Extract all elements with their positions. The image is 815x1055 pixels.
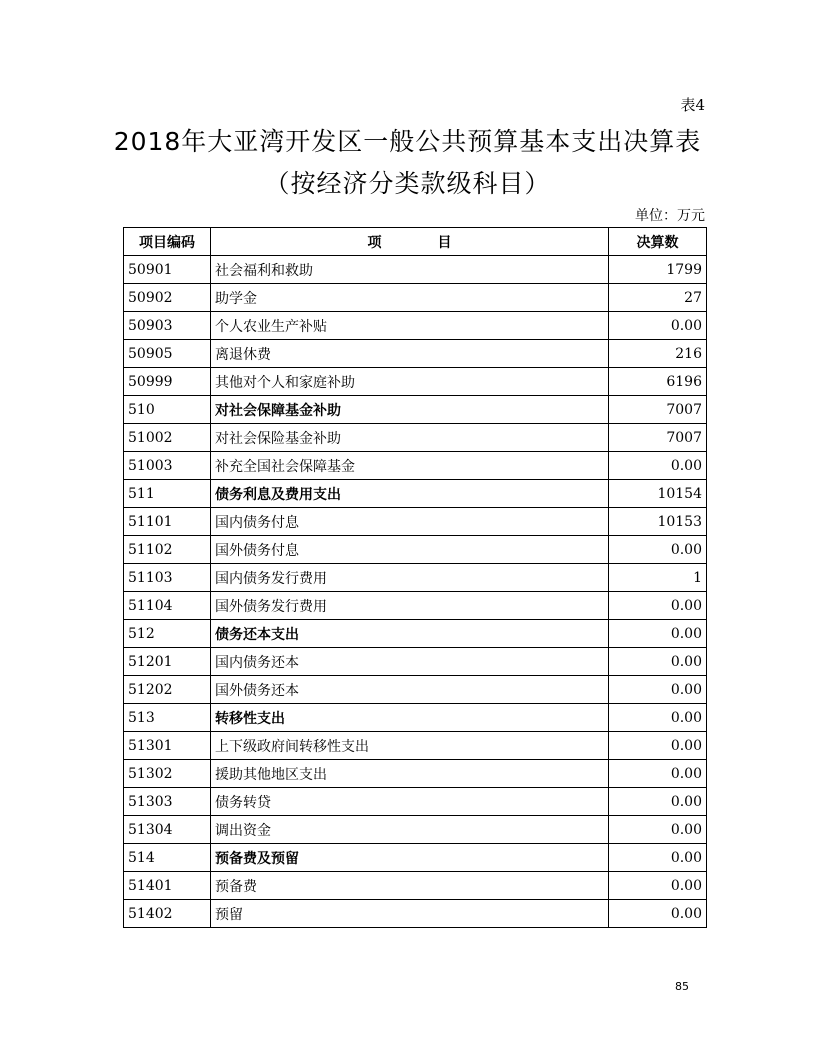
cell-amount: 10154 <box>609 480 707 508</box>
cell-name: 债务还本支出 <box>211 620 609 648</box>
table-row <box>124 396 707 424</box>
cell-amount: 0.00 <box>609 872 707 900</box>
cell-amount: 0.00 <box>609 900 707 928</box>
cell-name: 上下级政府间转移性支出 <box>211 732 609 760</box>
cell-name: 债务转贷 <box>211 788 609 816</box>
page-title: 2018年大亚湾开发区一般公共预算基本支出决算表 <box>113 127 702 156</box>
cell-name: 国内债务付息 <box>211 508 609 536</box>
cell-name: 补充全国社会保障基金 <box>211 452 609 480</box>
cell-name: 援助其他地区支出 <box>211 760 609 788</box>
unit-label: 单位：万元 <box>635 208 705 224</box>
cell-code: 511 <box>124 480 211 508</box>
cell-code: 51202 <box>124 676 211 704</box>
cell-code: 51304 <box>124 816 211 844</box>
cell-amount: 0.00 <box>609 620 707 648</box>
cell-name: 对社会保险基金补助 <box>211 424 609 452</box>
cell-amount: 0.00 <box>609 676 707 704</box>
cell-name: 调出资金 <box>211 816 609 844</box>
table-row <box>124 844 707 872</box>
cell-amount: 0.00 <box>609 732 707 760</box>
header-code: 项目编码 <box>124 228 211 256</box>
cell-amount: 27 <box>609 284 707 312</box>
cell-code: 50901 <box>124 256 211 284</box>
cell-code: 51002 <box>124 424 211 452</box>
table-row <box>124 760 707 788</box>
cell-name: 国外债务发行费用 <box>211 592 609 620</box>
cell-amount: 1799 <box>609 256 707 284</box>
cell-code: 51302 <box>124 760 211 788</box>
table-row <box>124 284 707 312</box>
cell-amount: 0.00 <box>609 844 707 872</box>
table-row <box>124 536 707 564</box>
table-row <box>124 480 707 508</box>
cell-amount: 7007 <box>609 396 707 424</box>
cell-code: 51201 <box>124 648 211 676</box>
cell-name: 国外债务付息 <box>211 536 609 564</box>
cell-code: 50903 <box>124 312 211 340</box>
cell-amount: 0.00 <box>609 760 707 788</box>
cell-amount: 0.00 <box>609 704 707 732</box>
cell-name: 国内债务发行费用 <box>211 564 609 592</box>
budget-table <box>123 227 707 928</box>
cell-code: 51102 <box>124 536 211 564</box>
table-row <box>124 424 707 452</box>
table-row <box>124 788 707 816</box>
table-row <box>124 704 707 732</box>
table-row <box>124 340 707 368</box>
cell-code: 50905 <box>124 340 211 368</box>
cell-code: 51104 <box>124 592 211 620</box>
cell-name: 债务利息及费用支出 <box>211 480 609 508</box>
table-row <box>124 256 707 284</box>
cell-code: 512 <box>124 620 211 648</box>
cell-code: 50999 <box>124 368 211 396</box>
cell-code: 51303 <box>124 788 211 816</box>
table-row <box>124 620 707 648</box>
cell-name: 预留 <box>211 900 609 928</box>
cell-name: 预备费及预留 <box>211 844 609 872</box>
cell-name: 个人农业生产补贴 <box>211 312 609 340</box>
table-row <box>124 676 707 704</box>
cell-code: 51402 <box>124 900 211 928</box>
cell-name: 离退休费 <box>211 340 609 368</box>
table-row <box>124 508 707 536</box>
page-subtitle: （按经济分类款级科目） <box>264 169 551 198</box>
cell-amount: 0.00 <box>609 592 707 620</box>
cell-amount: 0.00 <box>609 312 707 340</box>
header-name: 项 目 <box>211 228 609 256</box>
cell-amount: 0.00 <box>609 816 707 844</box>
cell-name: 其他对个人和家庭补助 <box>211 368 609 396</box>
cell-code: 514 <box>124 844 211 872</box>
cell-code: 51401 <box>124 872 211 900</box>
cell-code: 510 <box>124 396 211 424</box>
table-row <box>124 592 707 620</box>
cell-name: 国外债务还本 <box>211 676 609 704</box>
cell-code: 51301 <box>124 732 211 760</box>
cell-amount: 0.00 <box>609 788 707 816</box>
table-body <box>124 256 707 928</box>
table-row <box>124 900 707 928</box>
cell-amount: 7007 <box>609 424 707 452</box>
cell-name: 助学金 <box>211 284 609 312</box>
cell-name: 预备费 <box>211 872 609 900</box>
cell-name: 对社会保障基金补助 <box>211 396 609 424</box>
header-amount: 决算数 <box>609 228 707 256</box>
cell-amount: 0.00 <box>609 452 707 480</box>
cell-amount: 6196 <box>609 368 707 396</box>
table-row <box>124 368 707 396</box>
cell-name: 转移性支出 <box>211 704 609 732</box>
table-row <box>124 816 707 844</box>
cell-amount: 1 <box>609 564 707 592</box>
cell-code: 51003 <box>124 452 211 480</box>
table-row <box>124 452 707 480</box>
cell-amount: 216 <box>609 340 707 368</box>
table-row <box>124 872 707 900</box>
table-row <box>124 732 707 760</box>
cell-code: 50902 <box>124 284 211 312</box>
table-header-row <box>124 228 707 256</box>
cell-name: 国内债务还本 <box>211 648 609 676</box>
page-number: 85 <box>675 980 689 993</box>
cell-code: 51103 <box>124 564 211 592</box>
cell-code: 51101 <box>124 508 211 536</box>
cell-code: 513 <box>124 704 211 732</box>
cell-amount: 10153 <box>609 508 707 536</box>
table-row <box>124 648 707 676</box>
table-label: 表4 <box>680 96 705 114</box>
table-row <box>124 312 707 340</box>
cell-amount: 0.00 <box>609 536 707 564</box>
cell-amount: 0.00 <box>609 648 707 676</box>
cell-name: 社会福利和救助 <box>211 256 609 284</box>
table-row <box>124 564 707 592</box>
